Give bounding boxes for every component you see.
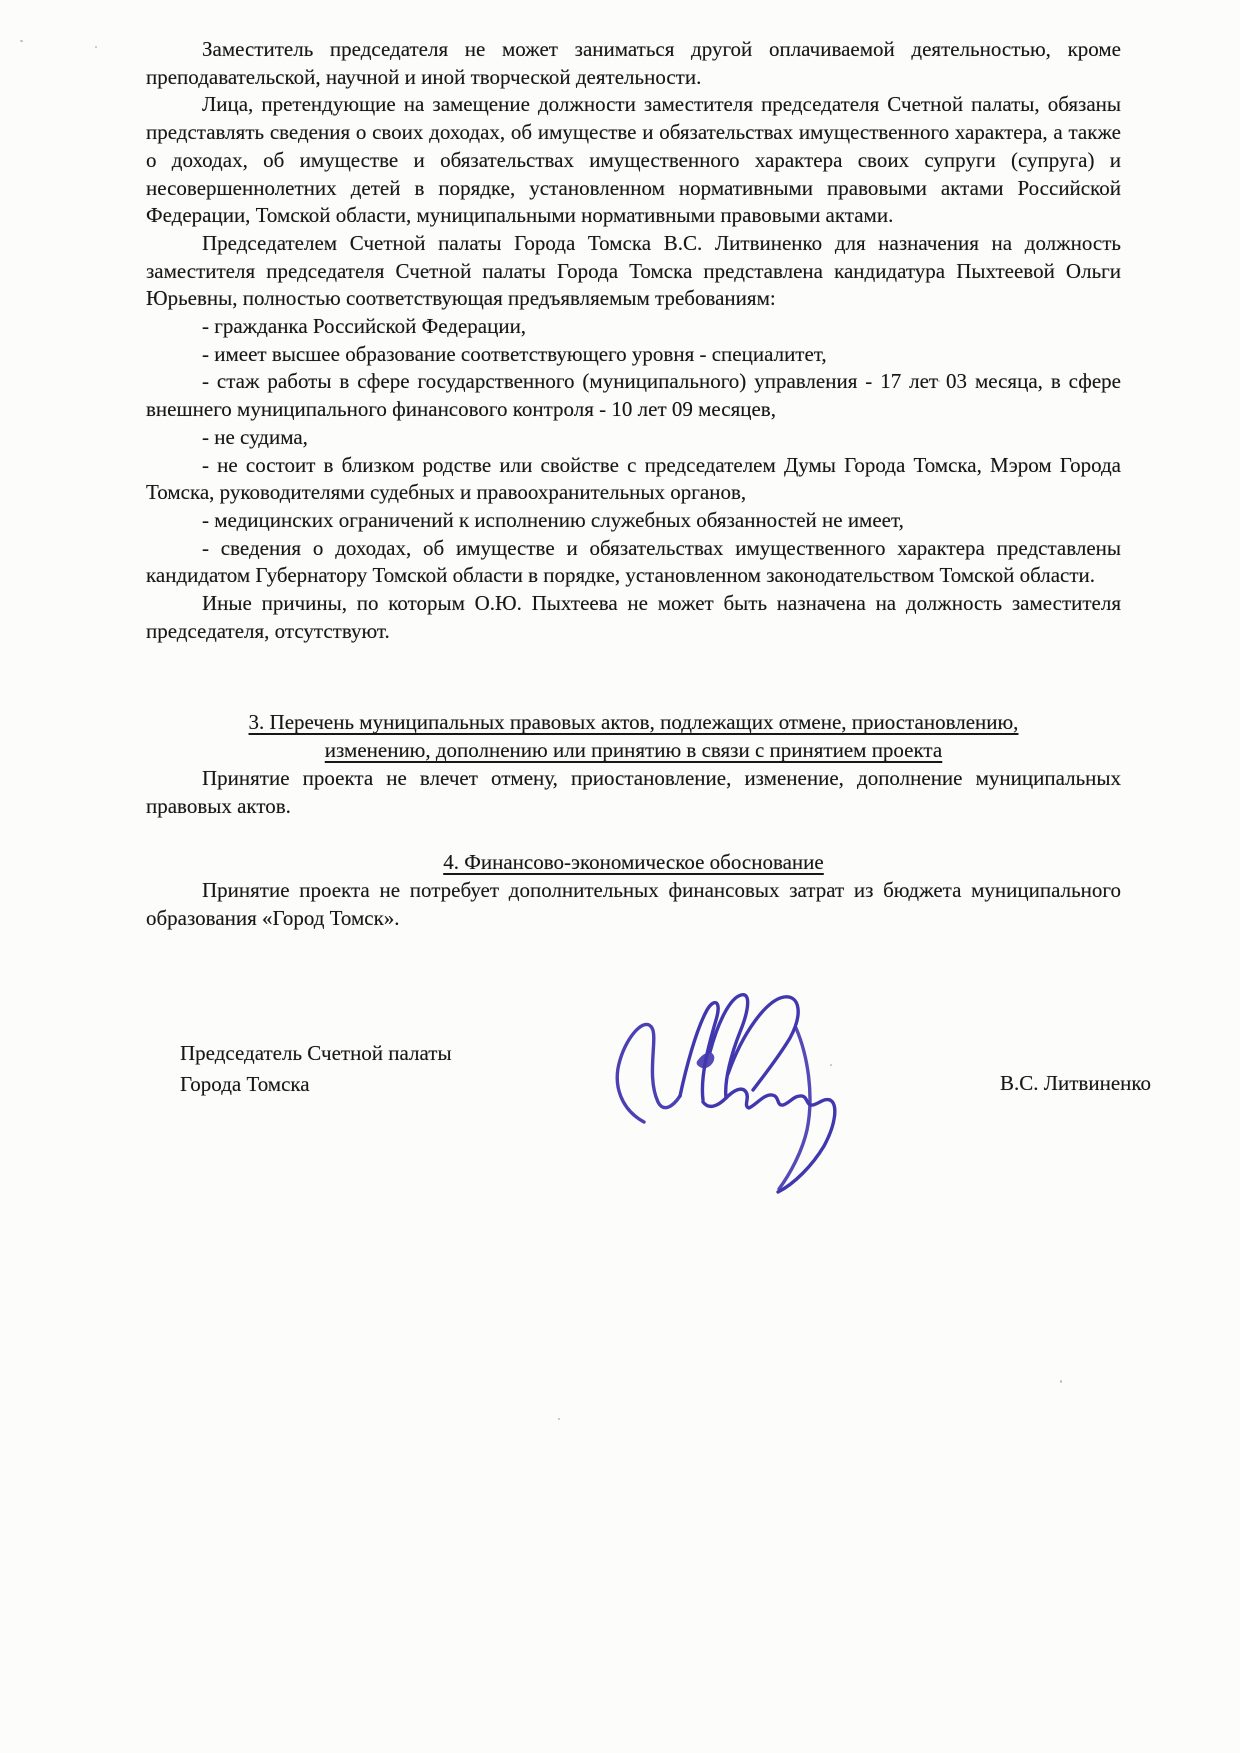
scan-speck bbox=[20, 40, 23, 42]
requirement-no-medical-restrictions: - медицинских ограничений к исполнению служебных обязанностей не имеет, bbox=[202, 507, 904, 532]
requirement-income-submitted: - сведения о доходах, об имуществе и обязательствах имущественного характера представлены кандидатом Губернатору Томской области в порядке, установленном законодательством Томской области. bbox=[146, 535, 1121, 588]
paragraph-section-3-body: Принятие проекта не влечет отмену, приостановление, изменение, дополнение муниципальных правовых актов. bbox=[146, 765, 1121, 818]
paragraph-section-4-body: Принятие проекта не потребует дополнительных финансовых затрат из бюджета муниципального образования «Город Томск». bbox=[146, 877, 1121, 930]
paragraph-candidate-nomination: Председателем Счетной палаты Города Томска В.С. Литвиненко для назначения на должность заместителя председателя Счетной палаты Города Томска представлена кандидатура Пыхтеевой Ольги Юрьевны, полностью соответствующая предъявляемым требованиям: bbox=[146, 230, 1121, 311]
scan-speck bbox=[558, 1418, 560, 1420]
requirement-no-kinship: - не состоит в близком родстве или свойстве с председателем Думы Города Томска, Мэром Города Томска, руководителями судебных и правоохранительных органов, bbox=[146, 452, 1121, 505]
signature-block bbox=[146, 982, 1152, 1282]
scan-speck bbox=[95, 46, 97, 48]
paragraph-no-other-reasons: Иные причины, по которым О.Ю. Пыхтеева не может быть назначена на должность заместителя председателя, отсутствуют. bbox=[146, 591, 1121, 643]
signer-title-line-2: Города Томска bbox=[180, 1072, 310, 1097]
paragraph-income-disclosure: Лица, претендующие на замещение должности заместителя председателя Счетной палаты, обязаны представлять сведения о своих доходах, об имуществе и обязательствах имущественного характера, а также о доходах, об имуществе и обязательствах имущественного характера своих супруги (супруга) и несовершеннолетних детей в порядке, установленном нормативными правовыми актами Российской Федерации, Томской области, муниципальными нормативными правовыми актами. bbox=[146, 92, 1121, 228]
requirement-no-conviction: - не судима, bbox=[202, 424, 308, 449]
document-body bbox=[146, 36, 1152, 1282]
section-4-heading-text: 4. Финансово-экономическое обоснование bbox=[443, 850, 824, 875]
signer-title-line-1: Председатель Счетной палаты bbox=[180, 1041, 452, 1066]
signer-title bbox=[180, 1038, 452, 1100]
paragraph-deputy-restrictions: Заместитель председателя не может заниматься другой оплачиваемой деятельностью, кроме преподавательской, научной и иной творческой деятельности. bbox=[146, 37, 1121, 89]
section-4-heading bbox=[146, 849, 1121, 877]
requirement-experience: - стаж работы в сфере государственного (муниципального) управления - 17 лет 03 месяца, в сфере внешнего муниципального финансового контроля - 10 лет 09 месяцев, bbox=[146, 369, 1121, 422]
handwritten-signature-ink bbox=[610, 990, 842, 1200]
signer-name: В.С. Литвиненко bbox=[1000, 1071, 1152, 1096]
section-3-heading-text: 3. Перечень муниципальных правовых актов, подлежащих отмене, приостановлению, изменению, дополнению или принятию в связи с принятием проекта bbox=[248, 710, 1019, 763]
scan-speck bbox=[1060, 1380, 1062, 1383]
section-3-heading bbox=[194, 709, 1074, 764]
requirement-education: - имеет высшее образование соответствующего уровня - специалитет, bbox=[202, 341, 827, 366]
requirement-citizenship: - гражданка Российской Федерации, bbox=[202, 314, 527, 339]
